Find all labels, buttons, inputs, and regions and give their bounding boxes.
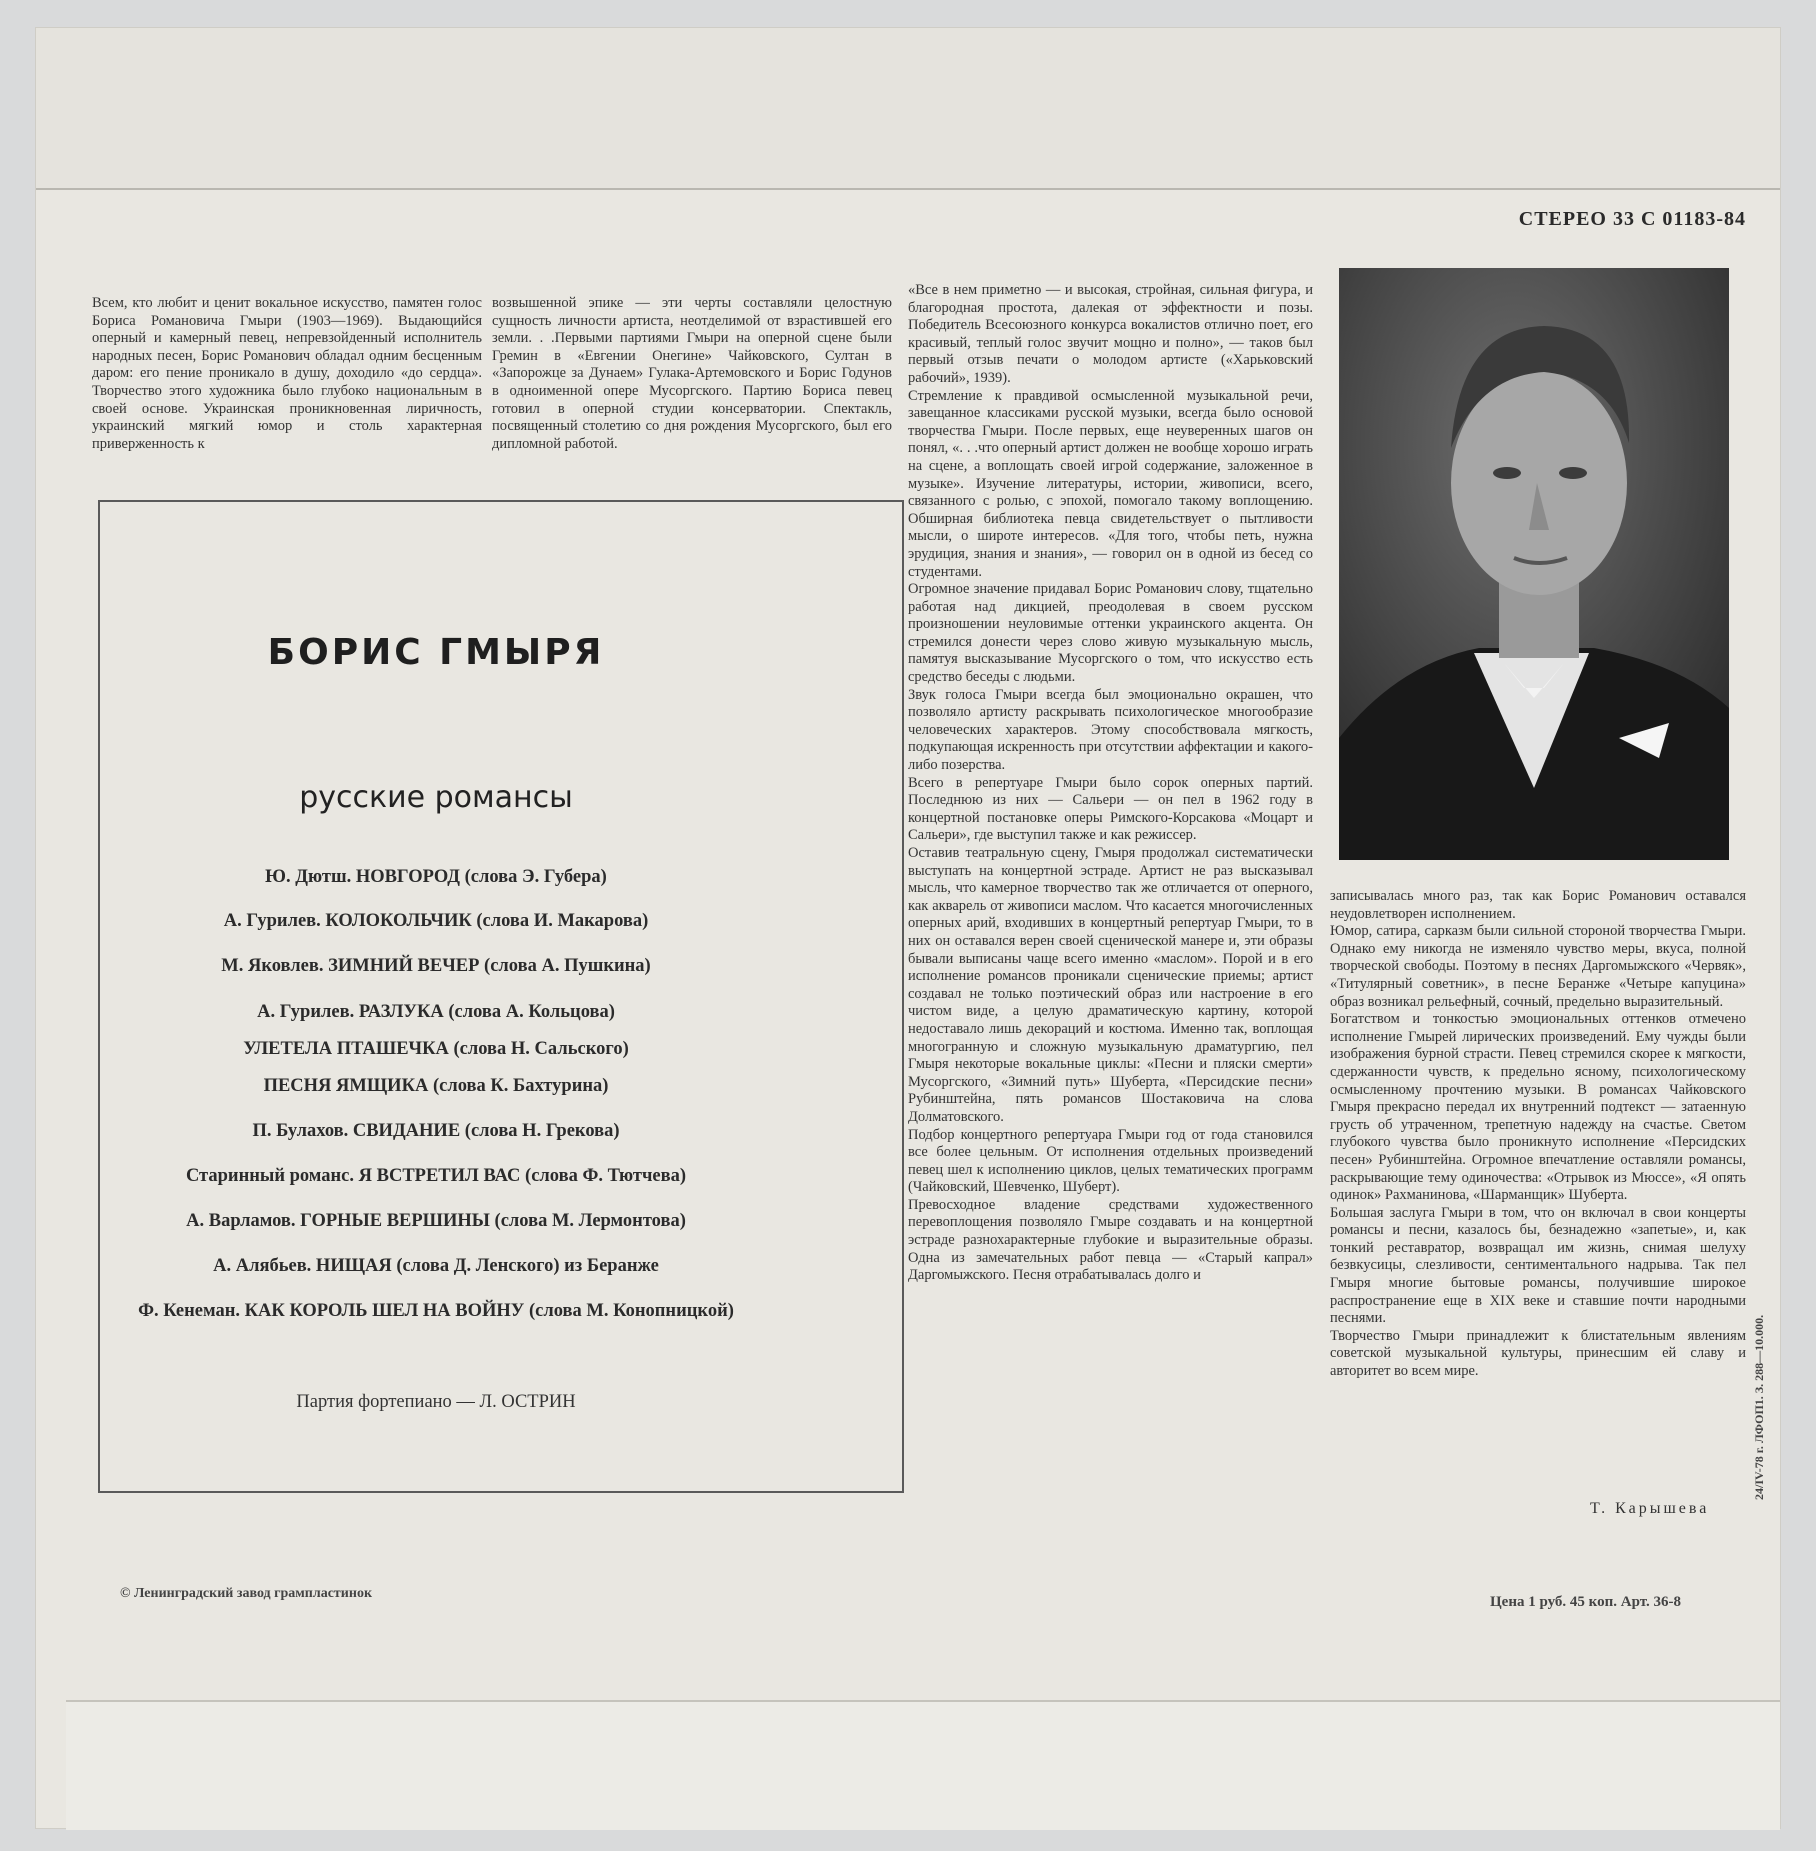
album-title: БОРИС ГМЫРЯ (267, 632, 605, 673)
singer-portrait-photo (1339, 268, 1729, 860)
article-paragraph: Звук голоса Гмыри всегда был эмоционально окрашен, что позволяло артисту раскрывать психологическое многообразие человеческих характеров. Этому способствовала мягкость, подкупающая искренность при отсутствии аффектации и какого-либо позерства. (908, 686, 1313, 774)
track-item: А. Варламов. ГОРНЫЕ ВЕРШИНЫ (слова М. Лермонтова) (186, 1211, 686, 1231)
article-paragraph: Большая заслуга Гмыри в том, что он включал в свои концерты романсы и песни, казалось бы, безнадежно «запетые», и, как тонкий реставратор, возвращал им жизнь, снимая шелуху безвкусицы, слезливости, сентиментального надрыва. Так пел Гмыря многие бытовые романсы, получившие широкое распространение еще в XIX веке и ставшие почти народными песнями. (1330, 1204, 1746, 1327)
article-paragraph: Подбор концертного репертуара Гмыри год от года становился все более цельным. От исполнения отдельных произведений певец шел к исполнению циклов, целых тематических программ (Чайковский, Шевченко, Шуберт). (908, 1126, 1313, 1196)
print-mark: 24/IV-78 г. ЛФОП1. З. 288—10.000. (1752, 1314, 1766, 1500)
copyright-notice: © Ленинградский завод грампластинок (120, 1586, 373, 1601)
article-paragraph: Стремление к правдивой осмысленной музыкальной речи, завещанное классиками русской музыки, всегда было основой творчества Гмыри. После первых, еще неуверенных шагов он понял, «. . .что оперный артист должен не вообще хорошо играть на сцене, а воплощать своей игрой содержание, заложенное в музыке». Изучение литературы, истории, живописи, всего, связанного с ролью, с эпохой, помогало такому воплощению. Обширная библиотека певца свидетельствует о пытливости мысли, о широте интересов. «Для того, чтобы петь, нужна эрудиция, знания и знания», — говорил он в одной из бесед со студентами. (908, 387, 1313, 580)
article-column-right (1330, 888, 1746, 1381)
track-item: Ф. Кенеман. КАК КОРОЛЬ ШЕЛ НА ВОЙНУ (слова М. Конопницкой) (138, 1301, 734, 1321)
intro-paragraph: Всем, кто любит и ценит вокальное искусство, памятен голос Бориса Романовича Гмыри (1903—1969). Выдающийся оперный и камерный певец, непревзойденный исполнитель народных песен, Борис Романович обладал одним бесценным даром: его пение проникало в душу, доходило «до сердца». Творчество этого художника было глубоко национальным в своей основе. Украинская проникновенная лиричность, украинский мягкий юмор и столь характерная приверженность к (92, 295, 482, 452)
price-label: Цена 1 руб. 45 коп. Арт. 36-8 (1490, 1594, 1681, 1610)
track-item: ПЕСНЯ ЯМЩИКА (слова К. Бахтурина) (263, 1076, 609, 1096)
article-paragraph: Юмор, сатира, сарказм были сильной стороной творчества Гмыри. Однако ему никогда не изменяло чувство меры, вкуса, полной творческой свободы. Поэтому в песнях Даргомыжского «Червяк», «Титулярный советник», в песне Беранже «Четыре капуцина» образ возникал рельефный, сочный, предельно выразительный. (1330, 923, 1746, 1010)
track-item: Ю. Дютш. НОВГОРОД (слова Э. Губера) (265, 867, 607, 887)
portrait-illustration (1339, 268, 1729, 860)
album-subtitle: русские романсы (299, 780, 573, 815)
track-item: П. Булахов. СВИДАНИЕ (слова Н. Грекова) (252, 1121, 620, 1141)
tracklist-box (98, 500, 904, 1493)
track-item: А. Алябьев. НИЩАЯ (слова Д. Ленского) из Беранже (213, 1256, 659, 1276)
article-paragraph: Оставив театральную сцену, Гмыря продолжал систематически выступать на концертной эстраде. Артист не раз высказывал мысль, что камерное творчество так же отличается от оперного, как акварель от живописи маслом. Что касается многочисленных оперных арий, входивших в концертный репертуар Гмыри, то в них он оставался верен своей сценической манере и, эти образы бывали выписаны чаще всего именно «маслом». Порой и в его исполнение романсов проникали сценические приемы; артист создавал не только поэтический образ или настроение в его чистом виде, а целую драматическую картину, которой недоставало лишь декораций и костюма. Именно так, воплощая многогранную и сложную музыкальную драматургию, пел Гмыря некоторые вокальные циклы: «Песни и пляски смерти» Мусоргского, «Зимний путь» Шуберта, «Персидские песни» Рубинштейна, пять романсов Шостаковича на слова Долматовского. (908, 845, 1313, 1125)
article-paragraph: «Все в нем приметно — и высокая, стройная, сильная фигура, и благородная простота, далекая от эффектности и позы. Победитель Всесоюзного конкурса вокалистов отлично поет, его красивый, теплый голос звучит мощно и полно», — таков был первый отзыв печати о молодом артисте («Харьковский рабочий», 1939). (908, 282, 1313, 386)
article-paragraph: Огромное значение придавал Борис Романович слову, тщательно работая над дикцией, преодолевая в своем русском произношении неуловимые оттенки украинского акцента. Он стремился донести через слово живую музыкальную мысль, памятуя высказывание Мусоргского о том, что искусство есть средство беседы с людьми. (908, 581, 1313, 686)
article-paragraph: Превосходное владение средствами художественного перевоплощения позволяло Гмыре создавать и на концертной эстраде разнохарактерные глубокие и выразительные образы. Одна из замечательных работ певца — «Старый капрал» Даргомыжского. Песня отрабатывалась долго и (908, 1196, 1313, 1284)
catalog-number: СТЕРЕО 33 С 01183-84 (1518, 208, 1746, 230)
intro-text-right (492, 295, 892, 453)
intro-text-left (92, 295, 482, 453)
article-paragraph: Творчество Гмыри принадлежит к блистательным явлениям советской музыкальной культуры, принесшим ей славу и авторитет во всем мире. (1330, 1327, 1746, 1380)
track-item: УЛЕТЕЛА ПТАШЕЧКА (слова Н. Сальского) (243, 1039, 629, 1059)
track-item: М. Яковлев. ЗИМНИЙ ВЕЧЕР (слова А. Пушкина) (221, 956, 651, 976)
intro-paragraph: возвышенной эпике — эти черты составляли целостную сущность личности артиста, неотделимой от взрастившей его земли. . .Первыми партиями Гмыри на оперной сцене были Гремин в «Евгении Онегине» Чайковского, Султан в «Запорожце за Дунаем» Гулака-Артемовского и Борис Годунов в одноименной опере Мусоргского. Партию Бориса певец готовил в оперной студии консерватории. Спектакль, посвященный столетию со дня рождения Мусоргского, был его дипломной работой. (492, 295, 892, 452)
track-item: Старинный романс. Я ВСТРЕТИЛ ВАС (слова Ф. Тютчева) (185, 1166, 687, 1186)
article-column-middle (908, 282, 1313, 1285)
track-item: А. Гурилев. КОЛОКОЛЬЧИК (слова И. Макарова) (223, 911, 649, 931)
article-paragraph: записывалась много раз, так как Борис Романович оставался неудовлетворен исполнением. (1330, 888, 1746, 922)
sleeve-top-flap (36, 28, 1780, 190)
article-paragraph: Всего в репертуаре Гмыри было сорок оперных партий. Последнюю из них — Сальери — он пел в 1962 году в концертной постановке оперы Римского-Корсакова «Моцарт и Сальери», где выступил также и как режиссер. (908, 774, 1313, 844)
piano-credit: Партия фортепиано — Л. ОСТРИН (296, 1392, 576, 1412)
article-paragraph: Богатством и тонкостью эмоциональных оттенков отмечено исполнение Гмырей лирических произведений. Ему чужды были изображения бурной страсти. Певец стремился скорее к мягкости, сдержанности чувств, к предельно ясному, психологическому осмысленному прочтению музыки. В романсах Чайковского Гмыря прекрасно передал их внутренний подтекст — затаенную грусть об утраченном, трепетную надежду на счастье. Светом глубокого чувства было проникнуто исполнение «Персидских песен» Рубинштейна. Огромное впечатление оставляли романсы, раскрывающие тему одиночества: «Отрывок из Мюссе», «Я опять одинок» Рахманинова, «Шарманщик» Шуберта. (1330, 1011, 1746, 1204)
track-item: А. Гурилев. РАЗЛУКА (слова А. Кольцова) (257, 1002, 615, 1022)
author-signature: Т. Карышева (1590, 1500, 1710, 1517)
sleeve-bottom-flap (66, 1700, 1780, 1830)
